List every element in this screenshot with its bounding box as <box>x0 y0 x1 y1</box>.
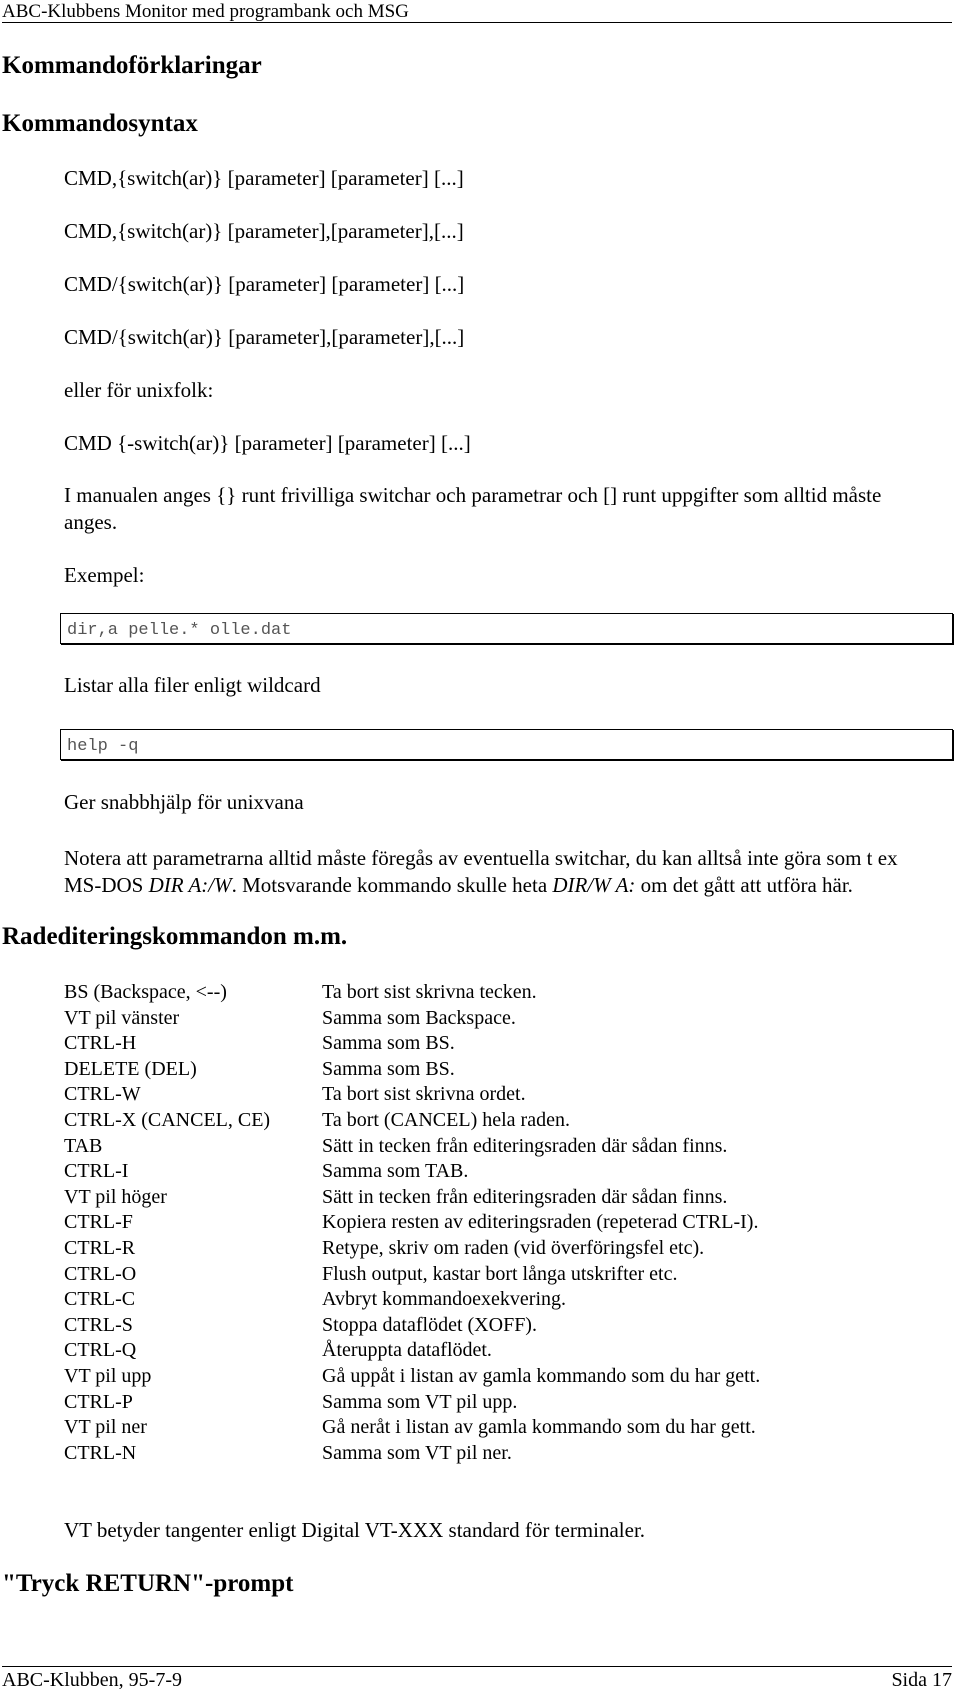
key-name: VT pil upp <box>64 1364 152 1387</box>
key-name: VT pil ner <box>64 1416 147 1439</box>
key-name: VT pil vänster <box>64 1006 180 1029</box>
key-description: Samma som BS. <box>322 1057 455 1080</box>
manual-note: I manualen anges {} runt frivilliga switchar och parametrar och [] runt uppgifter som alltid måste anges. <box>64 483 882 534</box>
example-code-box-1: dir,a pelle.* olle.dat <box>60 613 953 644</box>
heading-line-editing: Radediteringskommandon m.m. <box>2 923 348 950</box>
footer-club-date: ABC-Klubben, 95-7-9 <box>2 1669 182 1691</box>
key-name: TAB <box>64 1134 103 1157</box>
key-description: Samma som VT pil ner. <box>322 1441 512 1464</box>
key-description: Återuppta dataflödet. <box>322 1339 492 1362</box>
note-text-1: Notera att parametrarna alltid måste föregås av eventuella switchar, du kan alltså inte göra som t ex MS-DOS <box>64 846 898 897</box>
unix-syntax-line: CMD {-switch(ar)} [parameter] [parameter] [...] <box>64 431 471 455</box>
example-description-1: Listar alla filer enligt wildcard <box>64 673 321 697</box>
key-name: CTRL-I <box>64 1160 129 1183</box>
page-footer <box>2 1666 952 1694</box>
switch-order-note <box>64 845 924 899</box>
key-name: CTRL-C <box>64 1288 136 1311</box>
key-name: VT pil höger <box>64 1185 167 1208</box>
heading-press-return: "Tryck RETURN"-prompt <box>2 1570 294 1597</box>
key-name: CTRL-R <box>64 1236 136 1259</box>
key-description: Samma som VT pil upp. <box>322 1390 518 1413</box>
key-description: Kopiera resten av editeringsraden (repeterad CTRL-I). <box>322 1211 759 1234</box>
key-description: Retype, skriv om raden (vid överföringsfel etc). <box>322 1236 705 1259</box>
key-description: Sätt in tecken från editeringsraden där sådan finns. <box>322 1134 728 1157</box>
key-description: Ta bort sist skrivna tecken. <box>322 981 537 1003</box>
key-description: Avbryt kommandoexekvering. <box>322 1288 567 1311</box>
key-description: Flush output, kastar bort långa utskrifter etc. <box>322 1262 678 1285</box>
note-text-2: . Motsvarande kommando skulle heta <box>231 873 553 897</box>
key-name: CTRL-O <box>64 1262 137 1285</box>
page-number: Sida 17 <box>891 1669 952 1691</box>
key-description: Gå neråt i listan av gamla kommando som du har gett. <box>322 1416 756 1439</box>
heading-command-syntax: Kommandosyntax <box>2 110 198 137</box>
key-name: CTRL-H <box>64 1032 137 1055</box>
example-label: Exempel: <box>64 563 145 587</box>
syntax-line-3: CMD/{switch(ar)} [parameter] [parameter] [...] <box>64 272 465 296</box>
key-description: Ta bort sist skrivna ordet. <box>322 1083 526 1106</box>
key-description: Sätt in tecken från editeringsraden där sådan finns. <box>322 1185 728 1208</box>
syntax-line-1: CMD,{switch(ar)} [parameter] [parameter] [...] <box>64 166 464 190</box>
key-name: DELETE (DEL) <box>64 1057 197 1080</box>
key-name: CTRL-P <box>64 1390 133 1413</box>
syntax-line-2: CMD,{switch(ar)} [parameter],[parameter],[...] <box>64 219 464 243</box>
key-description: Samma som BS. <box>322 1032 455 1055</box>
note-example-equivalent: DIR/W A: <box>552 873 636 897</box>
key-description: Ta bort (CANCEL) hela raden. <box>322 1108 570 1131</box>
key-name: BS (Backspace, <--) <box>64 981 227 1003</box>
unix-intro: eller för unixfolk: <box>64 378 214 402</box>
key-name: CTRL-F <box>64 1211 133 1234</box>
heading-command-explanations: Kommandoförklaringar <box>2 52 262 79</box>
example-code-box-2: help -q <box>60 729 953 760</box>
vt-note: VT betyder tangenter enligt Digital VT-XXX standard för terminaler. <box>64 1518 646 1542</box>
key-description: Stoppa dataflödet (XOFF). <box>322 1313 537 1336</box>
page-header <box>2 0 952 23</box>
key-name: CTRL-N <box>64 1441 137 1464</box>
note-example-msdos: DIR A:/W <box>148 873 232 897</box>
syntax-line-4: CMD/{switch(ar)} [parameter],[parameter],[...] <box>64 325 465 349</box>
note-text-3: om det gått att utföra här. <box>635 873 853 897</box>
key-name: CTRL-W <box>64 1083 141 1106</box>
key-description: Samma som TAB. <box>322 1160 469 1183</box>
key-name: CTRL-X (CANCEL, CE) <box>64 1108 271 1131</box>
key-name: CTRL-S <box>64 1313 133 1336</box>
key-description: Gå uppåt i listan av gamla kommando som du har gett. <box>322 1364 761 1387</box>
key-name: CTRL-Q <box>64 1339 137 1362</box>
key-description: Samma som Backspace. <box>322 1006 516 1029</box>
example-description-2: Ger snabbhjälp för unixvana <box>64 790 304 814</box>
document-title: ABC-Klubbens Monitor med programbank och MSG <box>2 1 409 22</box>
